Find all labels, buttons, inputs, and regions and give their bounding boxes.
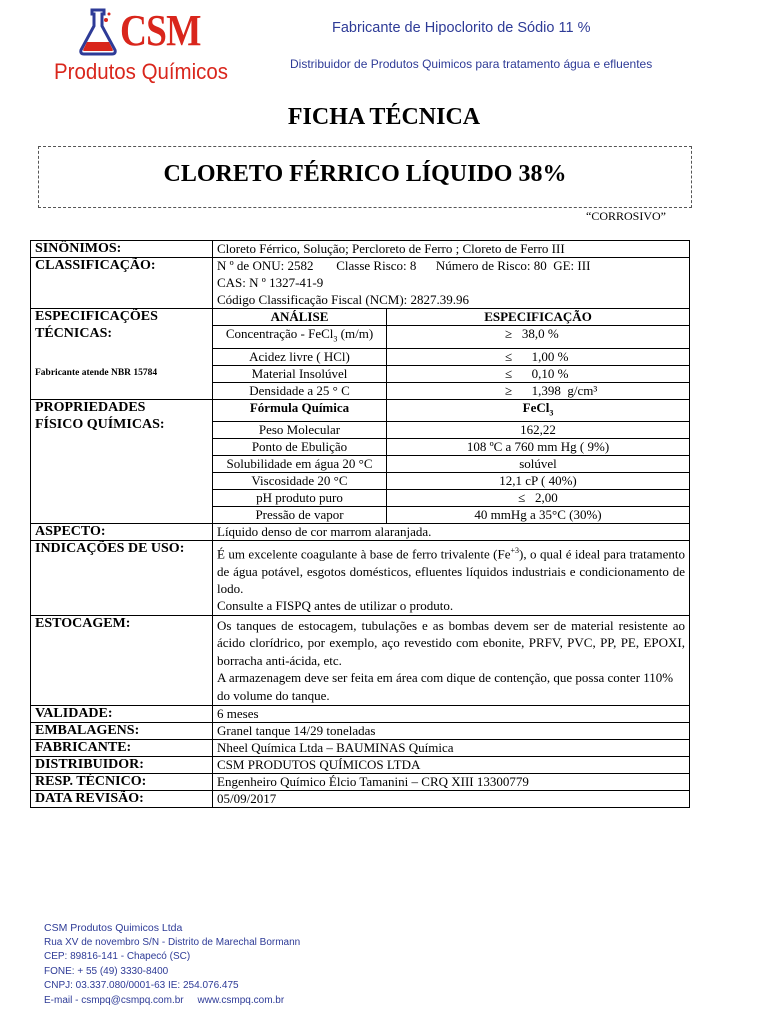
spec-row [31,382,690,399]
row-classificacao [31,258,690,309]
label-especificacoes-1: ESPECIFICAÇÕES [35,309,158,324]
formula-label: Fórmula Química [213,399,387,422]
label-propriedades [31,399,213,524]
value-estocagem [213,615,690,706]
row-distribuidor [31,757,690,774]
prop-value-4: ≤ 2,00 [387,490,690,507]
prop-value-2: solúvel [387,456,690,473]
spec-value-2: ≤ 0,10 % [387,365,690,382]
footer-cep: CEP: 89816-141 - Chapecó (SC) [44,951,191,963]
footer-phone: FONE: + 55 (49) 3330-8400 [44,965,169,977]
formula-value: FeCl$_3$ [387,399,690,422]
value-indicacoes [213,541,690,615]
row-validade [31,706,690,723]
label-data-revisao: DATA REVISÃO: [31,791,213,808]
spec-row [31,348,690,365]
row-sinonimos [31,241,690,258]
label-aspecto: ASPECTO: [31,524,213,541]
prop-name-2: Solubilidade em água 20 °C [213,456,387,473]
row-indicacoes [31,541,690,615]
classificacao-cas: CAS: N º 1327-41-9 [217,275,324,290]
label-indicacoes: INDICAÇÕES DE USO: [31,541,213,615]
prop-name-1: Ponto de Ebulição [213,439,387,456]
label-validade: VALIDADE: [31,706,213,723]
flask-icon [78,8,118,56]
classificacao-onu: N º de ONU: 2582 Classe Risco: 8 Número de Risco: 80 GE: III [217,258,591,273]
footer-email-web[interactable]: E-mail - csmpq@csmpq.com.br www.csmpq.com.br [44,994,285,1006]
value-embalagens: Granel tanque 14/29 toneladas [213,723,690,740]
label-especificacoes-2: TÉCNICAS: [35,326,113,341]
value-aspecto: Líquido denso de cor marrom alaranjada. [213,524,690,541]
estocagem-text-2: A armazenagem deve ser feita em área com dique de contenção, que possa conter 110% do volume do tanque. [217,670,674,703]
prop-value-0: 162,22 [387,422,690,439]
value-sinonimos: Cloreto Férrico, Solução; Percloreto de Ferro ; Cloreto de Ferro III [213,241,690,258]
spec-table [30,240,690,808]
spec-value-0: ≥ 38,0 % [387,326,690,349]
row-resp-tecnico [31,774,690,791]
row-data-revisao [31,791,690,808]
indicacoes-text: É um excelente coagulante à base de ferro trivalente $(Fe^{+3})$, o qual é ideal para tratamento de água potável, esgotos domésticos, efluentes líquidos industriais e condicionamento de lodo. [217,546,685,596]
col-especificacao: ESPECIFICAÇÃO [387,309,690,326]
prop-value-3: 12,1 cP ( 40%) [387,473,690,490]
value-classificacao [213,258,690,309]
hazard-label: “CORROSIVO” [586,209,666,223]
spec-row [31,365,690,382]
indicacoes-fispq: Consulte a FISPQ antes de utilizar o produto. [217,597,454,613]
footer-company: CSM Produtos Quimicos Ltda [44,922,183,934]
value-fabricante: Nheel Química Ltda – BAUMINAS Química [213,740,690,757]
row-embalagens [31,723,690,740]
value-distribuidor: CSM PRODUTOS QUÍMICOS LTDA [213,757,690,774]
label-distribuidor: DISTRIBUIDOR: [31,757,213,774]
logo-subtitle: Produtos Químicos [54,59,228,84]
label-resp-tecnico: RESP. TÉCNICO: [31,774,213,791]
prop-name-3: Viscosidade 20 °C [213,473,387,490]
footer-address: Rua XV de novembro S/N - Distrito de Marechal Bormann [44,936,301,948]
spec-analise-0: Concentração - FeCl$_3$ (m/m) [213,326,387,349]
spec-label-blank [31,348,213,365]
label-propriedades-2: FÍSICO QUÍMICAS: [35,416,165,432]
spec-analise-3: Densidade a 25 ° C [213,382,387,399]
spec-label-blank [31,382,213,399]
label-propriedades-1: PROPRIEDADES [35,399,146,415]
value-validade: 6 meses [213,706,690,723]
prop-name-0: Peso Molecular [213,422,387,439]
spec-analise-1: Acidez livre ( HCl) [213,348,387,365]
label-classificacao: CLASSIFICAÇÃO: [31,258,213,309]
value-resp-tecnico: Engenheiro Químico Élcio Tamanini – CRQ XIII 13300779 [213,774,690,791]
classificacao-ncm: Código Classificação Fiscal (NCM): 2827.39.96 [217,292,470,307]
spec-analise-2: Material Insolúvel [213,365,387,382]
company-logo [50,6,280,92]
product-title: CLORETO FÉRRICO LÍQUIDO 38% [163,161,567,187]
label-sinonimos: SINÔNIMOS: [31,241,213,258]
logo-csm-text: CSM [120,6,201,55]
nbr-note: Fabricante atende NBR 15784 [31,365,213,382]
label-embalagens: EMBALAGENS: [31,723,213,740]
spec-value-3: ≥ 1,398 g/cm³ [387,382,690,399]
document-title: FICHA TÉCNICA [287,104,481,130]
prop-value-5: 40 mmHg a 35°C (30%) [387,507,690,524]
footer-cnpj: CNPJ: 03.337.080/0001-63 IE: 254.076.475 [44,980,239,992]
product-title-box [38,146,692,208]
prop-value-1: 108 ºC a 760 mm Hg ( 9%) [387,439,690,456]
row-especificacoes-header [31,309,690,326]
value-data-revisao: 05/09/2017 [213,791,690,808]
prop-name-5: Pressão de vapor [213,507,387,524]
row-estocagem [31,615,690,706]
estocagem-text-1: Os tanques de estocagem, tubulações e as bombas devem ser de material resistente ao ácido clorídrico, por exemplo, aço revestido com ebonite, PRFV, PVC, PP, PE, EPOXI, borracha anti-ácida, etc. [217,617,685,668]
footer-contact [44,921,300,1009]
label-especificacoes [31,309,213,349]
col-analise: ANÁLISE [213,309,387,326]
label-estocagem: ESTOCAGEM: [31,615,213,706]
label-fabricante: FABRICANTE: [31,740,213,757]
spec-value-1: ≤ 1,00 % [387,348,690,365]
prop-name-4: pH produto puro [213,490,387,507]
tagline-distributor: Distribuidor de Produtos Quimicos para tratamento água e efluentes [290,57,653,71]
row-formula [31,399,690,422]
tagline-manufacturer: Fabricante de Hipoclorito de Sódio 11 % [332,20,591,36]
row-aspecto [31,524,690,541]
row-fabricante [31,740,690,757]
